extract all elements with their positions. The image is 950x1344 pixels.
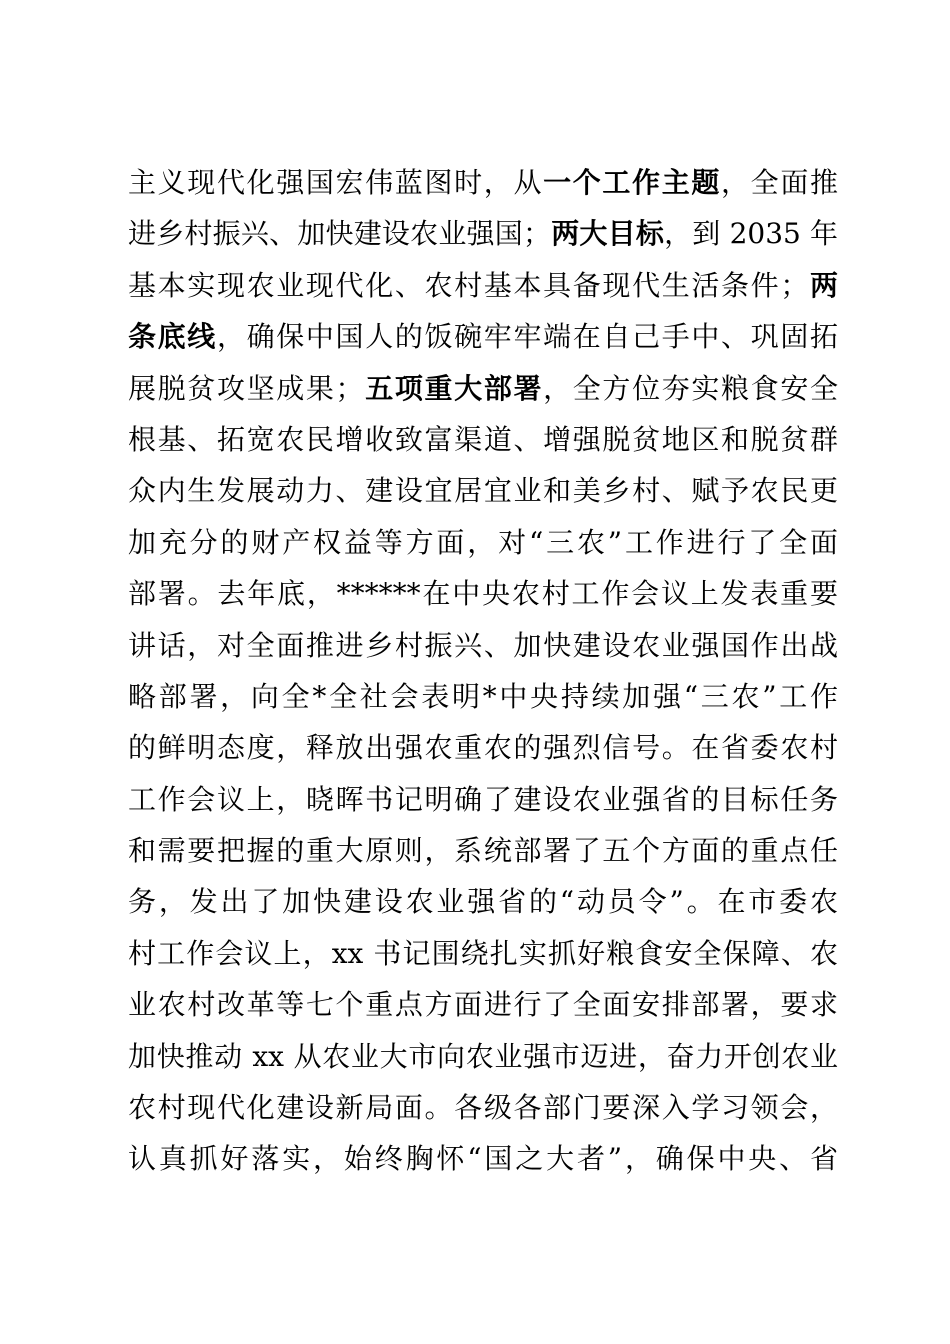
text-line xyxy=(128,620,838,671)
text-run: ，确保中国人的饭碗牢牢端在自己手中、巩固拓 xyxy=(216,320,838,354)
bold-keyword: 五项重大部署 xyxy=(363,371,544,405)
text-run: 的鲜明态度，释放出强农重农的强烈信号。在省委农村 xyxy=(128,731,838,765)
text-line xyxy=(128,979,838,1030)
text-run: 部署。去年底，******在中央农村工作会议上发表重要 xyxy=(128,577,838,611)
text-run: 业农村改革等七个重点方面进行了全面安排部署，要求 xyxy=(128,988,838,1022)
text-line xyxy=(128,1133,838,1184)
text-run: ，到 2035 年 xyxy=(664,217,838,251)
bold-keyword: 条底线 xyxy=(128,320,217,354)
text-line xyxy=(128,363,838,414)
text-run: ，全面推 xyxy=(721,166,838,199)
text-line xyxy=(128,1031,838,1082)
text-run: 务，发出了加快建设农业强省的“动员令”。在市委农 xyxy=(128,885,838,919)
text-run: ，全方位夯实粮食安全 xyxy=(543,371,838,405)
text-line xyxy=(128,311,838,362)
text-run: 根基、拓宽农民增收致富渠道、增强脱贫地区和脱贫群 xyxy=(128,422,838,456)
text-run: 主义现代化强国宏伟蓝图时，从 xyxy=(128,166,544,199)
text-run: 讲话，对全面推进乡村振兴、加快建设农业强国作出战 xyxy=(128,628,838,662)
bold-keyword: 一个工作主题 xyxy=(543,166,722,199)
text-line xyxy=(128,260,838,311)
text-line xyxy=(128,517,838,568)
text-run: 工作会议上，晓晖书记明确了建设农业强省的目标任务 xyxy=(128,782,838,816)
text-line xyxy=(128,825,838,876)
text-run: 进乡村振兴、加快建设农业强国； xyxy=(128,217,551,251)
text-line xyxy=(128,568,838,619)
text-run: 加充分的财产权益等方面，对“三农”工作进行了全面 xyxy=(128,525,838,559)
text-line xyxy=(128,465,838,516)
bold-keyword: 两大目标 xyxy=(551,217,665,251)
text-run: 加快推动 xx 从农业大市向农业强市迈进，奋力开创农业 xyxy=(128,1039,838,1073)
text-run: 和需要把握的重大原则，系统部署了五个方面的重点任 xyxy=(128,834,838,868)
body-paragraph xyxy=(128,157,838,1185)
text-run: 基本实现农业现代化、农村基本具备现代生活条件； xyxy=(128,268,809,302)
bold-keyword: 两 xyxy=(808,268,838,302)
text-run: 认真抓好落实，始终胸怀“国之大者”，确保中央、省 xyxy=(128,1142,838,1176)
text-line xyxy=(128,774,838,825)
text-line xyxy=(128,671,838,722)
text-run: 村工作会议上，xx 书记围绕扎实抓好粮食安全保障、农 xyxy=(128,936,838,970)
text-line xyxy=(128,208,838,259)
text-line xyxy=(128,414,838,465)
text-line xyxy=(128,928,838,979)
text-line xyxy=(128,722,838,773)
text-run: 众内生发展动力、建设宜居宜业和美乡村、赋予农民更 xyxy=(128,474,838,508)
text-line xyxy=(128,876,838,927)
text-run: 展脱贫攻坚成果； xyxy=(128,371,364,405)
text-line xyxy=(128,157,838,208)
text-run: 略部署，向全*全社会表明*中央持续加强“三农”工作 xyxy=(128,679,838,713)
text-run: 农村现代化建设新局面。各级各部门要深入学习领会， xyxy=(128,1091,838,1125)
text-line xyxy=(128,1082,838,1133)
